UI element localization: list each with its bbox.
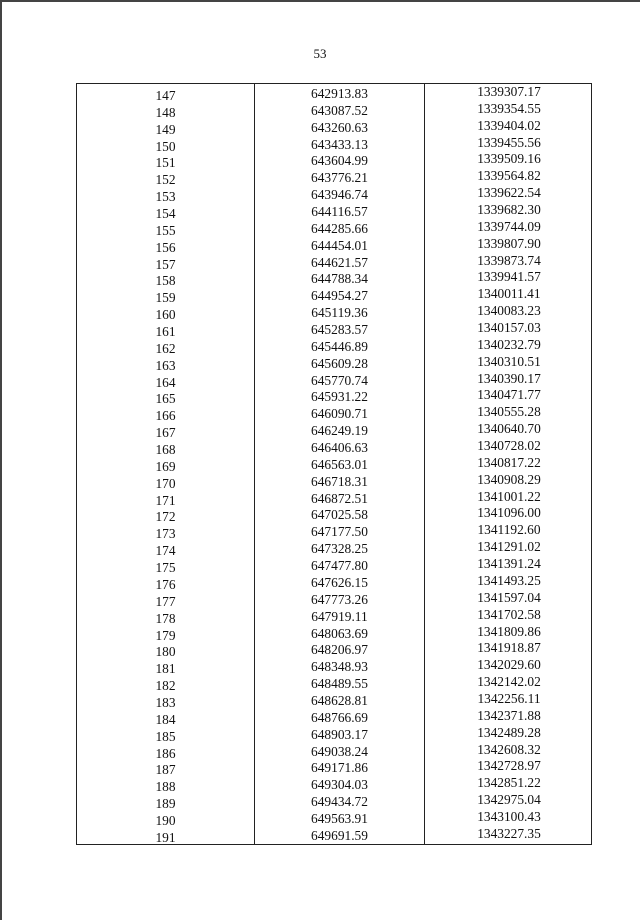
x-coordinate-cell: 643604.99 (311, 153, 368, 169)
x-coordinate-cell: 649563.91 (311, 810, 368, 826)
y-coordinate-cell: 1340232.79 (477, 336, 541, 352)
point-number-cell: 166 (155, 408, 176, 424)
y-coordinate-cell: 1341493.25 (477, 572, 541, 588)
x-coordinate-cell: 643776.21 (311, 170, 368, 186)
x-coordinate-cell: 648489.55 (311, 676, 368, 692)
point-number-cell: 162 (155, 340, 176, 356)
point-number-cell: 180 (155, 644, 176, 660)
y-coordinate-cell: 1342029.60 (477, 657, 541, 673)
scan-edge-left (0, 0, 2, 920)
x-coordinate-cell: 643087.52 (311, 102, 368, 118)
x-coordinate-cell: 648348.93 (311, 659, 368, 675)
point-number-cell: 170 (155, 475, 176, 491)
page-number: 53 (313, 46, 327, 61)
point-number-cell: 182 (155, 678, 176, 694)
point-number-cell: 156 (155, 239, 176, 255)
x-coordinate-cell: 644621.57 (311, 254, 368, 270)
y-coordinate-cell: 1342256.11 (477, 690, 541, 706)
x-coordinate-cell: 644454.01 (311, 237, 368, 253)
point-number-cell: 183 (155, 694, 176, 710)
y-coordinate-cell: 1340640.70 (477, 421, 541, 437)
x-coordinate-cell: 646406.63 (311, 440, 368, 456)
y-coordinate-cell: 1340728.02 (477, 438, 541, 454)
x-coordinate-cell: 646090.71 (311, 406, 368, 422)
y-coordinate-cell: 1339455.56 (477, 134, 541, 150)
y-coordinate-cell: 1340908.29 (477, 471, 541, 487)
y-coordinate-cell: 1343227.35 (477, 825, 541, 841)
x-coordinate-cell: 644116.57 (311, 204, 368, 220)
y-coordinate-cell: 1339744.09 (477, 218, 541, 234)
x-coordinate-cell: 648903.17 (311, 726, 368, 742)
x-coordinate-cell: 649171.86 (311, 760, 368, 776)
x-coordinate-cell: 647477.80 (311, 558, 368, 574)
y-coordinate-cell: 1340471.77 (477, 387, 541, 403)
point-number-cell: 160 (155, 307, 176, 323)
point-number-cell: 163 (155, 357, 176, 373)
point-number-cell: 165 (155, 391, 176, 407)
point-number-cell: 177 (155, 593, 176, 609)
point-number-cell: 174 (155, 543, 176, 559)
point-number-cell: 164 (155, 374, 176, 390)
table-body (77, 86, 591, 845)
x-coordinate-cell: 647626.15 (311, 574, 368, 590)
point-number-cell: 181 (155, 661, 176, 677)
point-number-cell: 159 (155, 290, 176, 306)
point-number-cell: 149 (155, 121, 176, 137)
x-coordinate-cell: 648063.69 (311, 625, 368, 641)
x-coordinate-cell: 648766.69 (311, 709, 368, 725)
point-number-cell: 153 (155, 189, 176, 205)
x-coordinate-cell: 645446.89 (311, 338, 368, 354)
x-coordinate-cell: 648628.81 (311, 692, 368, 708)
y-coordinate-cell: 1339941.57 (477, 269, 541, 285)
y-coordinate-cell: 1340011.41 (477, 286, 541, 302)
x-coordinate-cell: 645283.57 (311, 322, 368, 338)
y-coordinate-cell: 1341918.87 (477, 640, 541, 656)
point-number-cell: 155 (155, 222, 176, 238)
y-coordinate-cell: 1342489.28 (477, 724, 541, 740)
point-number-cell: 187 (155, 762, 176, 778)
y-coordinate-cell: 1339354.55 (477, 100, 541, 116)
point-number-cell: 147 (155, 88, 176, 103)
y-coordinate-cell: 1339622.54 (477, 185, 541, 201)
x-coordinate-cell: 647328.25 (311, 541, 368, 557)
table-row (77, 825, 591, 845)
y-coordinate-cell: 1339682.30 (477, 202, 541, 218)
x-coordinate-cell: 647025.58 (311, 507, 368, 523)
x-coordinate-cell: 645931.22 (311, 389, 368, 405)
point-number-cell: 184 (155, 711, 176, 727)
scan-edge-top (0, 0, 640, 2)
point-number-cell: 161 (155, 324, 176, 340)
point-number-cell: 168 (155, 442, 176, 458)
x-coordinate-cell: 645770.74 (311, 372, 368, 388)
y-coordinate-cell: 1342851.22 (477, 775, 541, 791)
y-coordinate-cell: 1342728.97 (477, 758, 541, 774)
x-coordinate-cell: 645119.36 (311, 305, 368, 321)
point-number-cell: 152 (155, 172, 176, 188)
coordinates-table (76, 83, 592, 845)
y-coordinate-cell: 1342142.02 (477, 674, 541, 690)
x-coordinate-cell: 648206.97 (311, 642, 368, 658)
x-coordinate-cell: 642913.83 (311, 86, 368, 101)
y-coordinate-cell: 1341597.04 (477, 589, 541, 605)
point-number-cell: 167 (155, 425, 176, 441)
point-number-cell: 154 (155, 206, 176, 222)
y-coordinate-cell: 1339307.17 (477, 84, 541, 99)
y-coordinate-cell: 1340555.28 (477, 404, 541, 420)
y-coordinate-cell: 1339404.02 (477, 117, 541, 133)
y-coordinate-cell: 1342975.04 (477, 792, 541, 808)
point-number-cell: 178 (155, 610, 176, 626)
x-coordinate-cell: 646563.01 (311, 456, 368, 472)
y-coordinate-cell: 1339509.16 (477, 151, 541, 167)
y-coordinate-cell: 1340390.17 (477, 370, 541, 386)
y-coordinate-cell: 1340083.23 (477, 303, 541, 319)
point-number-cell: 185 (155, 728, 176, 744)
point-number-cell: 173 (155, 526, 176, 542)
y-coordinate-cell: 1342371.88 (477, 707, 541, 723)
point-number-cell: 171 (155, 492, 176, 508)
point-number-cell: 176 (155, 576, 176, 592)
point-number-cell: 179 (155, 627, 176, 643)
y-coordinate-cell: 1341702.58 (477, 606, 541, 622)
x-coordinate-cell: 647177.50 (311, 524, 368, 540)
point-number-cell: 188 (155, 779, 176, 795)
x-coordinate-cell: 649304.03 (311, 777, 368, 793)
y-coordinate-cell: 1339873.74 (477, 252, 541, 268)
point-number-cell: 190 (155, 812, 176, 828)
x-coordinate-cell: 645609.28 (311, 355, 368, 371)
y-coordinate-cell: 1341391.24 (477, 556, 541, 572)
x-coordinate-cell: 646249.19 (311, 423, 368, 439)
point-number-cell: 157 (155, 256, 176, 272)
x-coordinate-cell: 646718.31 (311, 473, 368, 489)
x-coordinate-cell: 643433.13 (311, 136, 368, 152)
y-coordinate-cell: 1341291.02 (477, 539, 541, 555)
point-number-cell: 158 (155, 273, 176, 289)
point-number-cell: 169 (155, 458, 176, 474)
point-number-cell: 172 (155, 509, 176, 525)
x-coordinate-cell: 644788.34 (311, 271, 368, 287)
y-coordinate-cell: 1341192.60 (477, 522, 541, 538)
y-coordinate-cell: 1339807.90 (477, 235, 541, 251)
x-coordinate-cell: 649691.59 (311, 827, 368, 843)
point-number-cell: 189 (155, 796, 176, 812)
point-number-cell: 186 (155, 745, 176, 761)
point-number-cell: 175 (155, 560, 176, 576)
x-coordinate-cell: 646872.51 (311, 490, 368, 506)
point-number-cell: 150 (155, 138, 176, 154)
y-coordinate-cell: 1343100.43 (477, 808, 541, 824)
y-coordinate-cell: 1340157.03 (477, 320, 541, 336)
y-coordinate-cell: 1341096.00 (477, 505, 541, 521)
x-coordinate-cell: 649038.24 (311, 743, 368, 759)
y-coordinate-cell: 1342608.32 (477, 741, 541, 757)
point-number-cell: 148 (155, 104, 176, 120)
point-number-cell: 191 (155, 829, 176, 845)
x-coordinate-cell: 644954.27 (311, 288, 368, 304)
y-coordinate-cell: 1341809.86 (477, 623, 541, 639)
point-number-cell: 151 (155, 155, 176, 171)
x-coordinate-cell: 647919.11 (311, 608, 368, 624)
y-coordinate-cell: 1340310.51 (477, 353, 541, 369)
x-coordinate-cell: 643260.63 (311, 119, 368, 135)
x-coordinate-cell: 644285.66 (311, 220, 368, 236)
y-coordinate-cell: 1339564.82 (477, 168, 541, 184)
x-coordinate-cell: 649434.72 (311, 794, 368, 810)
x-coordinate-cell: 647773.26 (311, 591, 368, 607)
y-coordinate-cell: 1340817.22 (477, 454, 541, 470)
y-coordinate-cell: 1341001.22 (477, 488, 541, 504)
x-coordinate-cell: 643946.74 (311, 187, 368, 203)
